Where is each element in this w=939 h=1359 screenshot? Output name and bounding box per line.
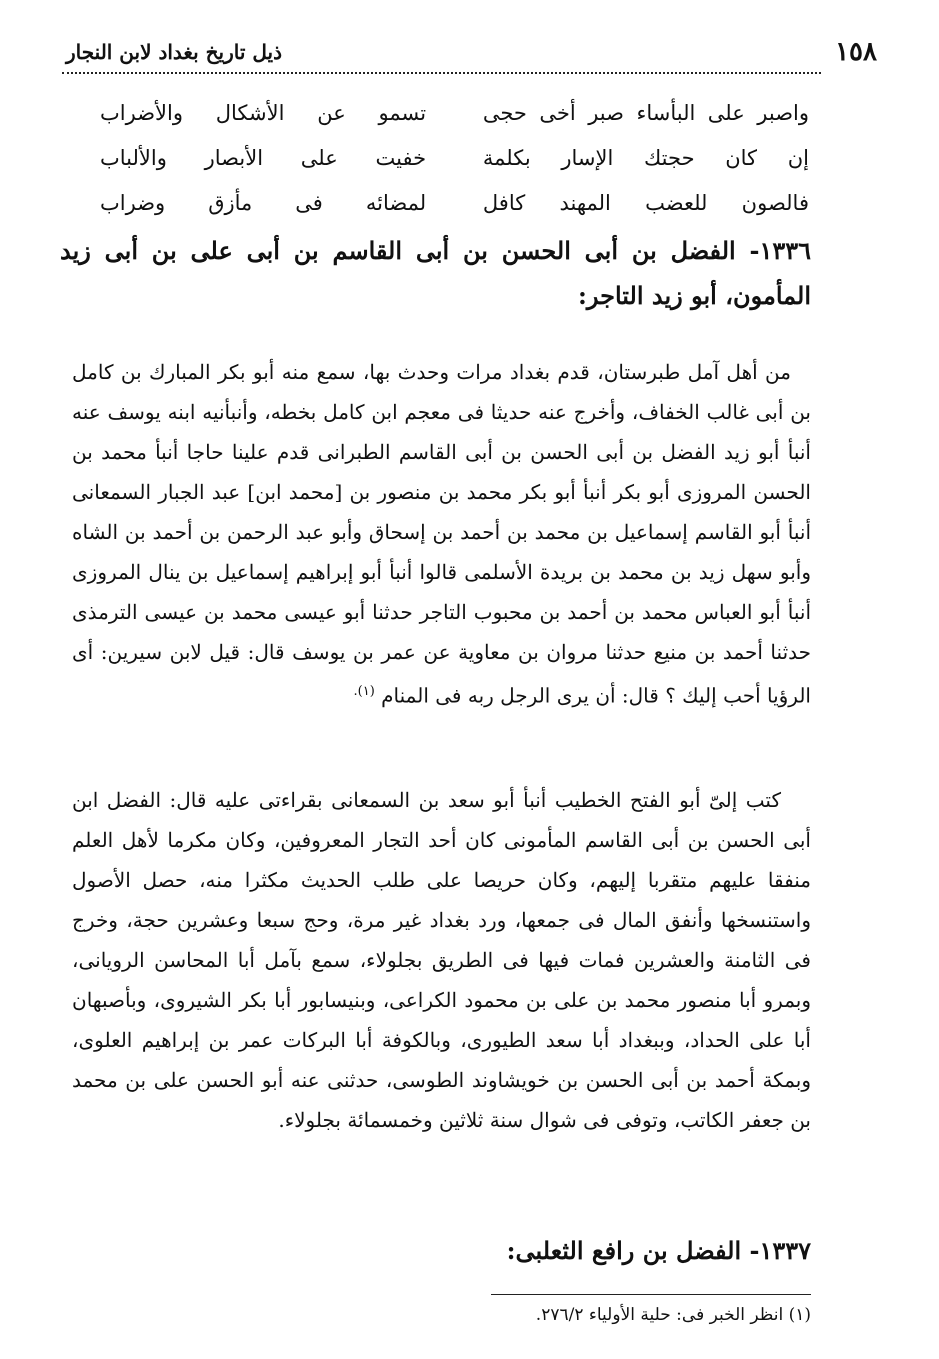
paragraph-text: من أهل آمل طبرستان، قدم بغداد مرات وحدث بها، سمع منه أبو بكر المبارك بن كامل بن أبى غالب الخفاف، وأخرج عنه حديثا فى معجم ابن كامل بخطه، وأنبأنيه ابنه يوسف عنه أنبأ أبو زيد الفضل بن أبى الحسن بن أبى القاسم الطبرانى قدم علينا حاجا أنبأ محمد بن الحسن المروزى أبو بكر أنبأ أبو بكر محمد بن منصور بن [محمد ابن] عبد الجبار السمعانى أنبأ أبو القاسم إسماعيل بن محمد بن أحمد بن إسحاق وأبو عبد الرحمن بن أحمد بن الشاه وأبو سهل زيد بن محمد بن بريدة الأسلمى قالوا أنبأ أبو إبراهيم إسماعيل بن ينال المروزى أنبأ أبو العباس محمد بن أحمد بن محبوب التاجر حدثنا أبو عيسى محمد بن عيسى الترمذى حدثنا أحمد بن منيع حدثنا مروان بن معاوية عن عمر بن يوسف قال: قيل لابن سيرين: أى الرؤيا أحب إليك ؟ قال: أن يرى الرجل ربه فى المنام [72, 360, 812, 708]
running-title: ذيل تاريخ بغداد لابن النجار [66, 40, 282, 64]
verse-second-hemistich: تسمو عن الأشكال والأضراب [100, 100, 427, 125]
page-header [62, 32, 877, 74]
entry-heading-1337: ١٣٣٧- الفضل بن رافع الثعلبى: [506, 1236, 811, 1265]
page-number: ١٥٨ [835, 37, 877, 67]
poem-verse [100, 135, 809, 180]
footnote-reference[interactable]: (١). [353, 684, 375, 699]
verse-first-hemistich: فالصون للعضب المهند كافل [482, 190, 809, 215]
entry-1336-paragraph-2: كتب إلىّ أبو الفتح الخطيب أنبأ أبو سعد بن السمعانى بقراءتى عليه قال: الفضل ابن أبى الحسن بن أبى القاسم المأمونى كان أحد التجار المعروفين، وكان مكرما لأهل العلم منفقا عليهم متقربا إليهم، وكان حريصا على طلب الحديث مكثرا منه، حصل الأصول واستنسخها وأنفق المال فى جمعها، ورد بغداد غير مرة، وحج سبعا وعشرين حجة، وخرج فى الثامنة والعشرين فمات فيها فى الطريق بجلولاء، سمع بآمل أبا المحاسن الرويانى، وبمرو أبا منصور محمد بن على بن محمود الكراعى، وبنيسابور أبا بكر الشيروى، وبأصبهان أبا على الحداد، وببغداد أبا سعد الطيورى، وبالكوفة أبا البركات عمر بن إبراهيم العلوى، وبمكة أحمد بن أبى الحسن بن خويشاوند الطوسى، حدثنى عنه أبو الحسن على بن محمد بن جعفر الكاتب، وتوفى فى شوال سنة ثلاثين وخمسمائة بجلولاء. [72, 788, 811, 1132]
poem-verse [100, 90, 809, 135]
verse-first-hemistich: إن كان حجتك الإسار بكلمة [482, 145, 809, 170]
entry-1336-paragraph-1 [72, 352, 811, 716]
verse-first-hemistich: واصبر على البأساء صبر أخى حجى [482, 100, 809, 125]
poem [100, 90, 809, 225]
footnote: (١) انظر الخبر فى: حلية الأولياء ٢٧٦/٢. [535, 1305, 811, 1325]
verse-second-hemistich: خفيت على الأبصار والألباب [100, 145, 427, 170]
footnote-divider [491, 1294, 811, 1295]
entry-heading-1336: ١٣٣٦- الفضل بن أبى الحسن بن أبى القاسم بن أبى على بن أبى زيد المأمون، أبو زيد التاجر: [60, 236, 811, 310]
poem-verse [100, 180, 809, 225]
verse-second-hemistich: لمضائه فى مأزق وضراب [100, 190, 427, 215]
